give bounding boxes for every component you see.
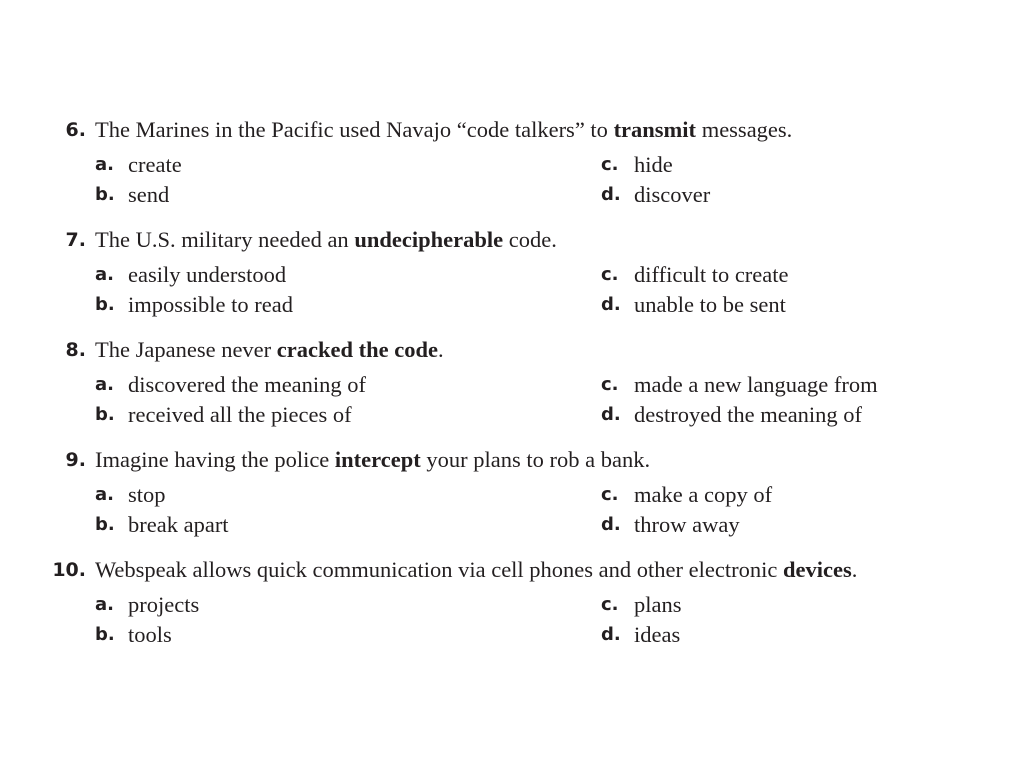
option-text: projects [128, 592, 200, 617]
option-text: difficult to create [634, 262, 789, 287]
option-letter: c. [601, 374, 619, 395]
vocabulary-word: transmit [613, 117, 697, 142]
option-letter: c. [601, 594, 619, 615]
option-letter: c. [601, 484, 619, 505]
option-text: received all the pieces of [128, 402, 352, 427]
question-9 [0, 442, 1024, 552]
option-letter: d. [601, 404, 621, 425]
vocabulary-word: cracked the code [276, 337, 438, 362]
question-stem [95, 336, 1015, 364]
question-number: 6. [65, 119, 86, 141]
vocabulary-word: devices [782, 557, 852, 582]
question-number: 10. [52, 559, 86, 581]
option-text: tools [128, 622, 172, 647]
stem-text: code. [503, 227, 557, 252]
option-text: discovered the meaning of [128, 372, 367, 397]
option-letter: d. [601, 624, 621, 645]
option-text: made a new language from [634, 372, 878, 397]
stem-text: . [851, 557, 858, 582]
option-letter: c. [601, 154, 619, 175]
question-7 [0, 222, 1024, 332]
option-text: hide [634, 152, 673, 177]
stem-text: . [437, 337, 444, 362]
option-text: break apart [128, 512, 229, 537]
stem-text: Webspeak allows quick communication via cell phones and other electronic [95, 557, 783, 582]
question-stem [95, 226, 1015, 254]
option-letter: d. [601, 514, 621, 535]
option-letter: a. [95, 484, 114, 505]
stem-text: messages. [696, 117, 793, 142]
option-text: destroyed the meaning of [634, 402, 863, 427]
option-text: impossible to read [128, 292, 293, 317]
option-text: ideas [634, 622, 681, 647]
option-text: make a copy of [634, 482, 773, 507]
option-text: stop [128, 482, 166, 507]
option-letter: a. [95, 154, 114, 175]
option-letter: b. [95, 294, 115, 315]
option-letter: a. [95, 374, 114, 395]
question-stem [95, 446, 1015, 474]
question-number: 8. [65, 339, 86, 361]
stem-text: your plans to rob a bank. [420, 447, 651, 472]
option-letter: b. [95, 404, 115, 425]
vocabulary-quiz [0, 112, 1024, 662]
stem-text: The U.S. military needed an [95, 227, 355, 252]
option-letter: a. [95, 594, 114, 615]
option-text: plans [634, 592, 682, 617]
question-6 [0, 112, 1024, 222]
option-text: discover [634, 182, 711, 207]
option-text: send [128, 182, 170, 207]
question-stem [95, 556, 1015, 584]
question-8 [0, 332, 1024, 442]
option-letter: b. [95, 514, 115, 535]
vocabulary-word: undecipherable [354, 227, 504, 252]
option-letter: d. [601, 184, 621, 205]
question-stem [95, 116, 1015, 144]
question-10 [0, 552, 1024, 662]
option-text: create [128, 152, 182, 177]
option-letter: c. [601, 264, 619, 285]
question-number: 9. [65, 449, 86, 471]
question-number: 7. [65, 229, 86, 251]
vocabulary-word: intercept [334, 447, 421, 472]
option-text: unable to be sent [634, 292, 786, 317]
option-text: throw away [634, 512, 740, 537]
stem-text: The Japanese never [95, 337, 277, 362]
stem-text: The Marines in the Pacific used Navajo “code talkers” to [95, 117, 614, 142]
option-letter: b. [95, 184, 115, 205]
option-text: easily understood [128, 262, 287, 287]
option-letter: d. [601, 294, 621, 315]
stem-text: Imagine having the police [95, 447, 335, 472]
option-letter: a. [95, 264, 114, 285]
option-letter: b. [95, 624, 115, 645]
